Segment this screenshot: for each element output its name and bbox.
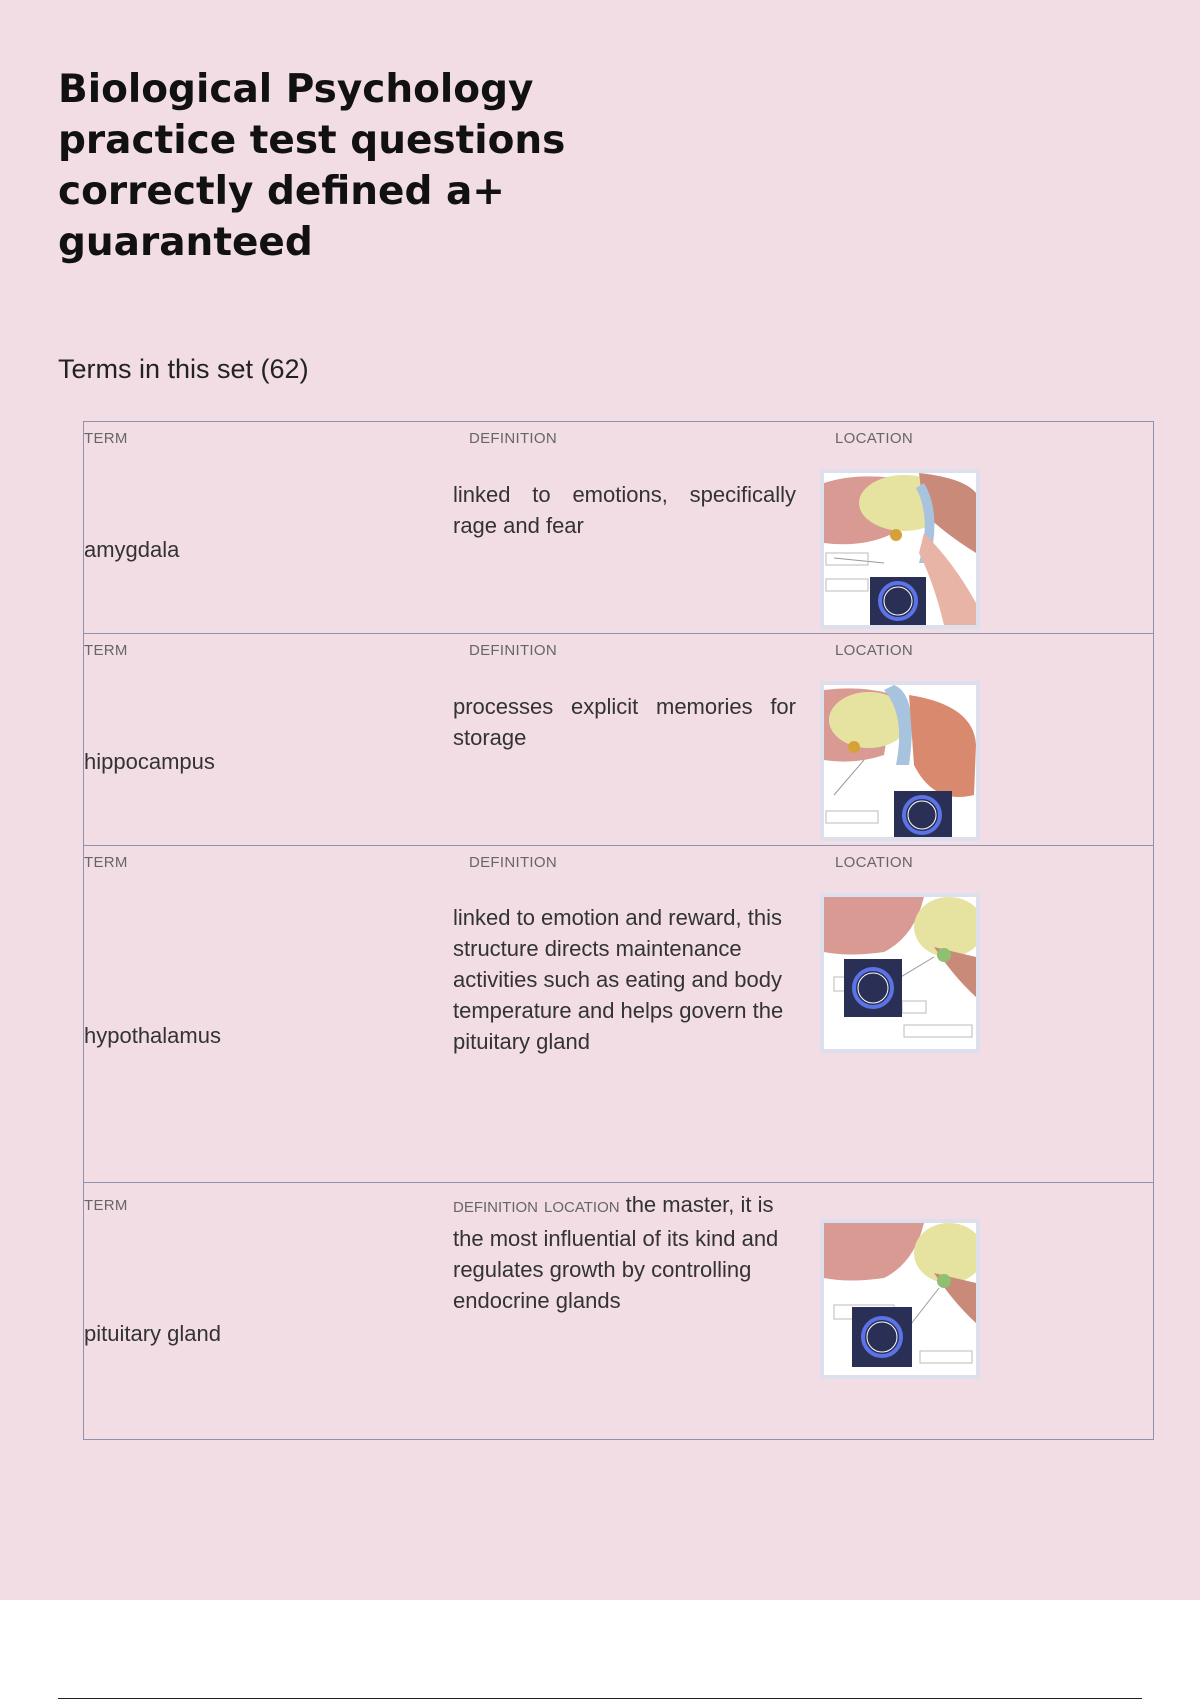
location-image	[820, 469, 980, 629]
brain-diagram-icon	[824, 1223, 976, 1375]
term-label: TERM	[84, 854, 128, 871]
flashcard-pituitary-gland	[84, 1183, 1153, 1439]
term-label: TERM	[84, 642, 128, 659]
brain-diagram-icon	[824, 897, 976, 1049]
location-label: LOCATION	[835, 642, 913, 659]
terms-count: Terms in this set (62)	[58, 354, 309, 384]
term-text: pituitary gland	[84, 1321, 221, 1346]
definition-label: DEFINITION	[469, 642, 557, 659]
location-label: LOCATION	[835, 430, 913, 447]
location-image	[820, 681, 980, 841]
brain-diagram-icon	[824, 685, 976, 837]
term-label: TERM	[84, 430, 128, 447]
term-text: hypothalamus	[84, 1023, 221, 1048]
flashcard-amygdala	[84, 422, 1153, 634]
term-label: TERM	[84, 1197, 128, 1214]
footer-divider	[58, 1698, 1142, 1699]
location-image	[820, 893, 980, 1053]
term-text: hippocampus	[84, 749, 215, 774]
location-image	[820, 1219, 980, 1379]
definition-label: DEFINITION	[453, 1199, 538, 1216]
brain-diagram-icon	[824, 473, 976, 625]
location-label: LOCATION	[544, 1199, 620, 1216]
flashcard-table	[83, 421, 1154, 1440]
flashcard-hypothalamus	[84, 846, 1153, 1183]
flashcard-hippocampus	[84, 634, 1153, 846]
definition-label: DEFINITION	[469, 430, 557, 447]
page-title: Biological Psychology practice test questions correctly defined a+ guaranteed	[58, 67, 566, 265]
term-text: amygdala	[84, 537, 180, 562]
location-label: LOCATION	[835, 854, 913, 871]
definition-text: linked to emotion and reward, this structure directs maintenance activities such as eating and body temperature and helps govern the pituitary gland	[453, 905, 784, 1054]
definition-text: the master, it is the most influential of its kind and regulates growth by controlling endocrine glands	[453, 1192, 779, 1313]
definition-text: linked to emotions, specifically rage and fear	[453, 482, 796, 538]
definition-text: processes explicit memories for storage	[453, 694, 796, 750]
definition-block	[453, 1189, 796, 1316]
definition-label: DEFINITION	[469, 854, 557, 871]
